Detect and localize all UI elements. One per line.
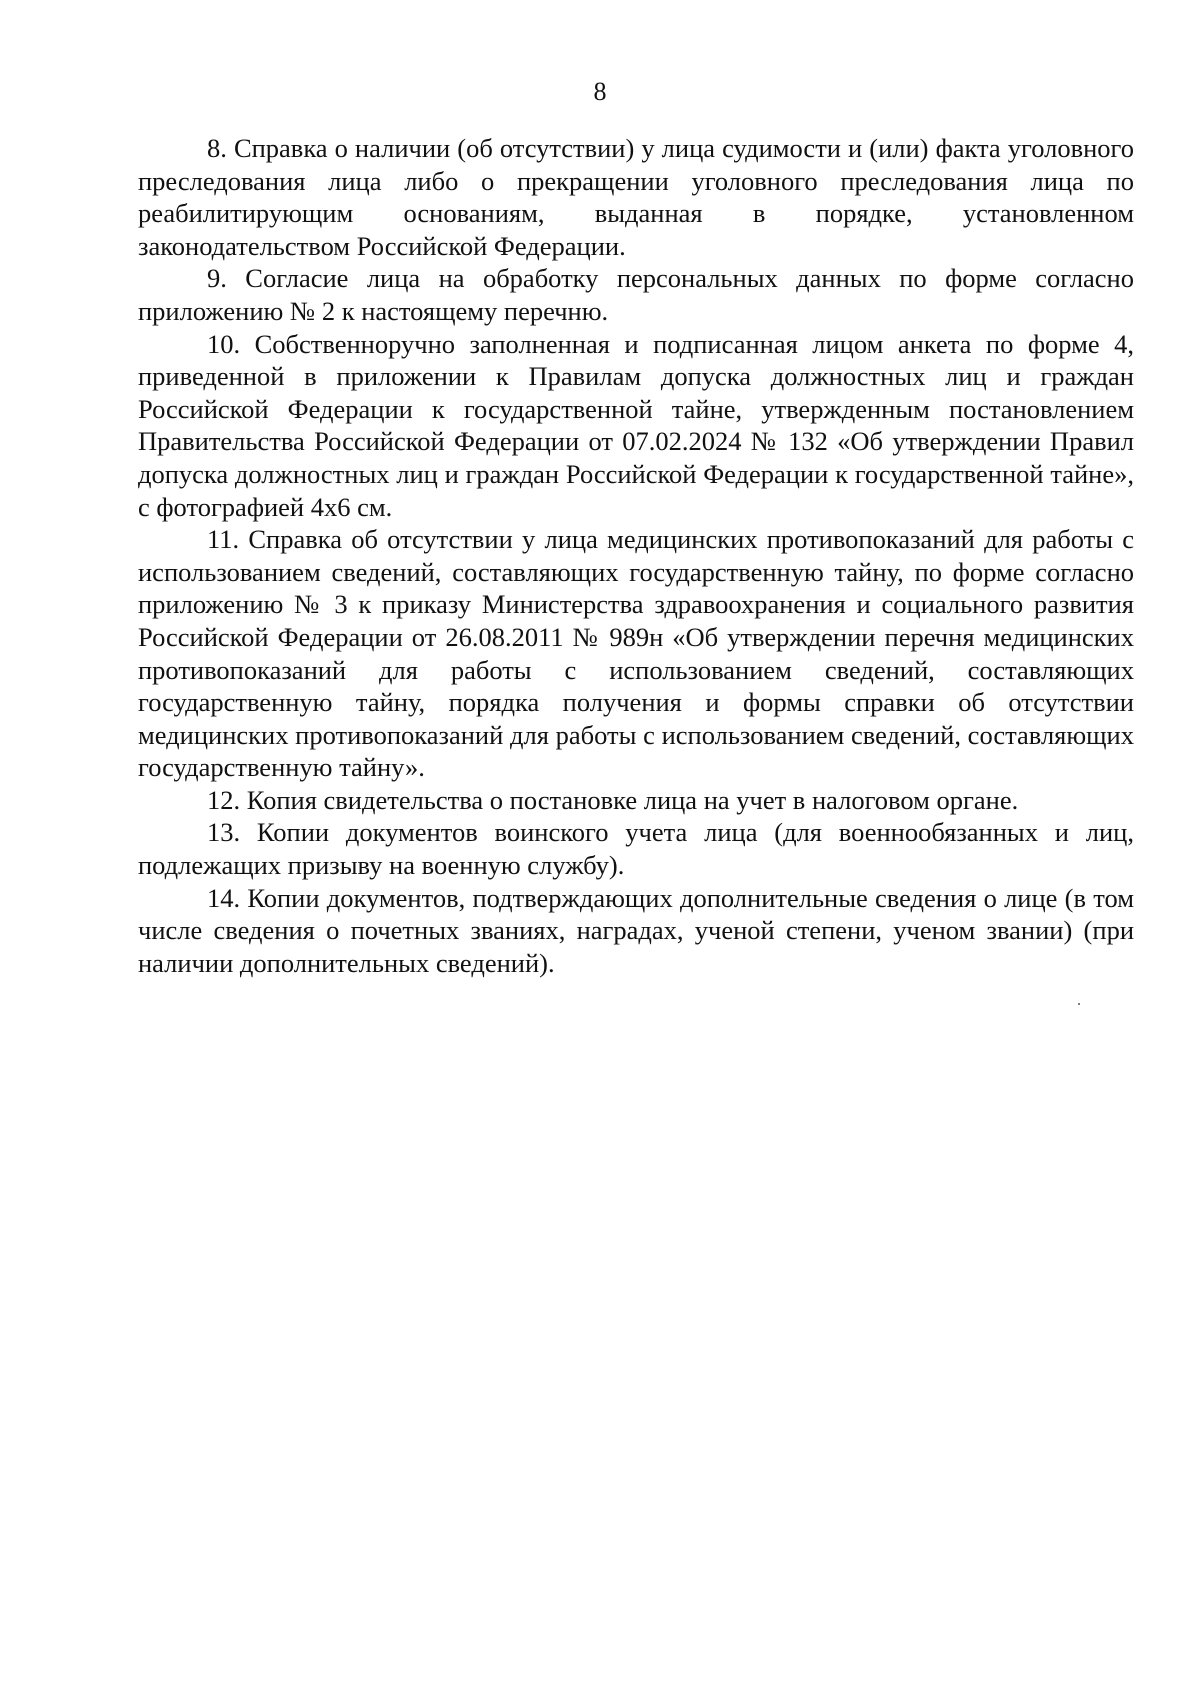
list-item-13: 13. Копии документов воинского учета лица (для военнообязанных и лиц, подлежащих призыву на военную службу). <box>138 817 1134 881</box>
list-item-10: 10. Собственноручно заполненная и подписанная лицом анкета по форме 4, приведенной в приложении к Правилам допуска должностных лиц и граждан Российской Федерации к государственной тайне, утвержденным постановлением Правительства Российской Федерации от 07.02.2024 № 132 «Об утверждении Правил допуска должностных лиц и граждан Российской Федерации к государственной тайне», с фотографией 4х6 см. <box>138 328 1134 522</box>
list-item-9: 9. Согласие лица на обработку персональных данных по форме согласно приложению № 2 к настоящему перечню. <box>138 263 1134 326</box>
document-body <box>138 132 1134 979</box>
list-item-14: 14. Копии документов, подтверждающих дополнительные сведения о лице (в том числе сведения о почетных званиях, наградах, ученой степени, ученом звании) (при наличии дополнительных сведений). <box>138 882 1134 978</box>
list-item-11: 11. Справка об отсутствии у лица медицинских противопоказаний для работы с использованием сведений, составляющих государственную тайну, по форме согласно приложению № 3 к приказу Министерства здравоохранения и социального развития Российской Федерации от 26.08.2011 № 989н «Об утверждении перечня медицинских противопоказаний для работы с использованием сведений, составляющих государственную тайну, порядка получения и формы справки об отсутствии медицинских противопоказаний для работы с использованием сведений, составляющих государственную тайну». <box>138 524 1134 783</box>
list-item-8: 8. Справка о наличии (об отсутствии) у лица судимости и (или) факта уголовного преследования лица либо о прекращении уголовного преследования лица по реабилитирующим основаниям, выданная в порядке, установленном законодательством Российской Федерации. <box>138 133 1134 261</box>
page-number: 8 <box>593 77 607 106</box>
list-item-12: 12. Копия свидетельства о постановке лица на учет в налоговом органе. <box>207 784 1019 815</box>
scan-speck <box>1078 1003 1080 1005</box>
